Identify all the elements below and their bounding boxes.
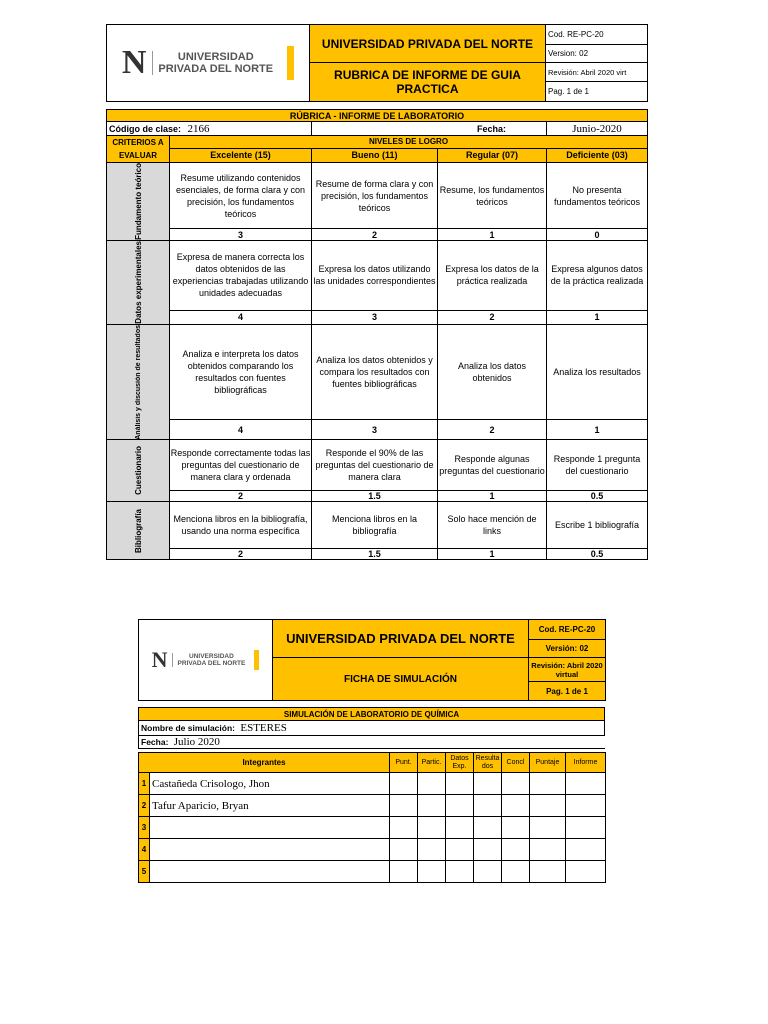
doc-code: Cod. RE-PC-20	[546, 25, 648, 45]
simulation-info-table	[138, 707, 605, 749]
grade-cell	[474, 773, 502, 795]
logo-wordmark: UNIVERSIDAD PRIVADA DEL NORTE	[172, 653, 246, 667]
criterion-label: Cuestionario	[133, 446, 143, 496]
grade-cell	[418, 795, 446, 817]
criterion-cell	[107, 163, 170, 241]
descriptor-cell: Responde algunas preguntas del cuestionario	[438, 440, 547, 491]
score-cell: 3	[312, 310, 438, 324]
doc-page: Pag. 1 de 1	[546, 82, 648, 102]
descriptor-cell: Responde 1 pregunta del cuestionario	[547, 440, 648, 491]
descriptor-cell: Analiza e interpreta los datos obtenidos comparando los resultados con fuentes bibliográficas	[170, 324, 312, 420]
member-name: Tafur Aparicio, Bryan	[150, 795, 390, 817]
descriptor-cell: Analiza los datos obtenidos	[438, 324, 547, 420]
date-value: Junio-2020	[547, 122, 648, 136]
score-row	[107, 491, 648, 502]
grade-cell	[502, 817, 530, 839]
col-integrantes: Integrantes	[139, 753, 390, 773]
rubric-row	[107, 440, 648, 491]
member-name	[150, 861, 390, 883]
descriptor-cell: Expresa algunos datos de la práctica realizada	[547, 240, 648, 310]
grade-cell	[566, 795, 606, 817]
grade-cell	[502, 839, 530, 861]
simulation-title: SIMULACIÓN DE LABORATORIO DE QUÍMICA	[139, 708, 605, 721]
logo-accent-bar	[254, 650, 259, 670]
descriptor-cell: Menciona libros en la bibliografía	[312, 502, 438, 549]
university-name: UNIVERSIDAD PRIVADA DEL NORTE	[273, 620, 529, 658]
member-row	[139, 817, 606, 839]
member-number: 4	[139, 839, 150, 861]
descriptor-cell: Analiza los resultados	[547, 324, 648, 420]
doc-revision: Revisión: Abril 2020 virtual	[529, 658, 606, 682]
score-cell: 1	[547, 310, 648, 324]
university-logo	[107, 25, 310, 102]
descriptor-cell: Responde el 90% de las preguntas del cuestionario de manera clara	[312, 440, 438, 491]
logo-wordmark: UNIVERSIDAD PRIVADA DEL NORTE	[152, 51, 273, 75]
member-number: 2	[139, 795, 150, 817]
simulation-document	[138, 619, 605, 883]
class-code-label: Código de clase:	[109, 123, 182, 134]
descriptor-cell: Expresa los datos de la práctica realizada	[438, 240, 547, 310]
criterion-label: Bibliografía	[133, 508, 143, 553]
grade-cell	[390, 773, 418, 795]
grade-cell	[502, 861, 530, 883]
grade-cell	[474, 795, 502, 817]
score-cell: 4	[170, 310, 312, 324]
logo-accent-bar	[287, 46, 294, 80]
grade-cell	[566, 861, 606, 883]
member-number: 1	[139, 773, 150, 795]
member-row	[139, 861, 606, 883]
grade-cell	[566, 773, 606, 795]
score-cell: 1	[438, 549, 547, 560]
levels-header: NIVELES DE LOGRO	[170, 136, 648, 149]
criterion-label: Datos experimentales	[133, 240, 143, 324]
score-cell: 1.5	[312, 491, 438, 502]
level-deficient: Deficiente (03)	[547, 148, 648, 162]
score-cell: 2	[312, 229, 438, 241]
simulation-date-value: Julio 2020	[173, 736, 220, 748]
score-cell: 0	[547, 229, 648, 241]
simulation-name-value: ESTERES	[240, 722, 287, 734]
doc-code: Cod. RE-PC-20	[529, 620, 606, 640]
score-cell: 2	[438, 310, 547, 324]
grade-cell	[502, 773, 530, 795]
rubric-title: RÚBRICA - INFORME DE LABORATORIO	[107, 110, 648, 122]
doc-version: Versión: 02	[529, 640, 606, 658]
level-excellent: Excelente (15)	[170, 148, 312, 162]
members-header-row	[139, 753, 606, 773]
doc-revision: Revisión: Abril 2020 virt	[546, 63, 648, 82]
score-cell: 0.5	[547, 549, 648, 560]
doc-page: Pag. 1 de 1	[529, 682, 606, 701]
criterion-cell	[107, 440, 170, 502]
date-label: Fecha:	[312, 122, 547, 136]
class-code-value: 2166	[187, 122, 210, 135]
descriptor-cell: Analiza los datos obtenidos y compara los resultados con fuentes bibliográficas	[312, 324, 438, 420]
class-code-row	[107, 122, 312, 136]
col-punt: Punt.	[390, 753, 418, 773]
grade-cell	[502, 795, 530, 817]
grade-cell	[566, 839, 606, 861]
score-cell: 1	[438, 491, 547, 502]
grade-cell	[446, 795, 474, 817]
member-row	[139, 795, 606, 817]
grade-cell	[418, 773, 446, 795]
university-name: UNIVERSIDAD PRIVADA DEL NORTE	[310, 25, 546, 63]
score-cell: 2	[438, 420, 547, 440]
descriptor-cell: Expresa los datos utilizando las unidades correspondientes	[312, 240, 438, 310]
doc-title: RUBRICA DE INFORME DE GUIA PRACTICA	[310, 63, 546, 102]
rubric-table	[106, 109, 648, 560]
simulation-date-row	[139, 736, 605, 749]
rubric-row	[107, 240, 648, 310]
score-cell: 4	[170, 420, 312, 440]
grade-cell	[446, 839, 474, 861]
grade-cell	[474, 839, 502, 861]
score-cell: 3	[170, 229, 312, 241]
member-number: 5	[139, 861, 150, 883]
grade-cell	[530, 795, 566, 817]
score-cell: 2	[170, 549, 312, 560]
member-name: Castañeda Crisologo, Jhon	[150, 773, 390, 795]
doc-version: Version: 02	[546, 45, 648, 63]
grade-cell	[530, 773, 566, 795]
score-cell: 2	[170, 491, 312, 502]
descriptor-cell: Menciona libros en la bibliografía, usando una norma específica	[170, 502, 312, 549]
grade-cell	[446, 861, 474, 883]
simulation-name-row	[139, 721, 605, 736]
grade-cell	[446, 817, 474, 839]
logo-mark: N	[121, 44, 147, 81]
criterion-cell	[107, 324, 170, 440]
member-row	[139, 773, 606, 795]
members-table	[138, 752, 606, 883]
col-concl: Concl	[502, 753, 530, 773]
descriptor-cell: Resume de forma clara y con precisión, los fundamentos teóricos	[312, 163, 438, 229]
criteria-header: CRITERIOS A EVALUAR	[107, 136, 170, 163]
score-cell: 1	[438, 229, 547, 241]
criterion-cell	[107, 502, 170, 560]
member-row	[139, 839, 606, 861]
descriptor-cell: Responde correctamente todas las preguntas del cuestionario de manera clara y ordenada	[170, 440, 312, 491]
score-row	[107, 229, 648, 241]
grade-cell	[418, 861, 446, 883]
grade-cell	[390, 839, 418, 861]
grade-cell	[530, 817, 566, 839]
score-row	[107, 310, 648, 324]
descriptor-cell: Escribe 1 bibliografía	[547, 502, 648, 549]
col-partic: Partic.	[418, 753, 446, 773]
simulation-date-label: Fecha:	[141, 737, 169, 747]
grade-cell	[390, 817, 418, 839]
grade-cell	[390, 795, 418, 817]
grade-cell	[474, 817, 502, 839]
rubric-header-table	[106, 24, 648, 102]
score-cell: 3	[312, 420, 438, 440]
descriptor-cell: Expresa de manera correcta los datos obtenidos de las experiencias trabajadas utilizando unidades adecuadas	[170, 240, 312, 310]
member-name	[150, 839, 390, 861]
score-cell: 1	[547, 420, 648, 440]
score-row	[107, 549, 648, 560]
logo-mark: N	[151, 647, 168, 672]
col-resultados: Resultados	[474, 753, 502, 773]
grade-cell	[566, 817, 606, 839]
grade-cell	[474, 861, 502, 883]
simulation-header-table	[138, 619, 606, 701]
simulation-name-label: Nombre de simulación:	[141, 723, 235, 733]
grade-cell	[418, 817, 446, 839]
grade-cell	[390, 861, 418, 883]
col-puntaje: Puntaje	[530, 753, 566, 773]
member-name	[150, 817, 390, 839]
score-cell: 0.5	[547, 491, 648, 502]
grade-cell	[446, 773, 474, 795]
university-logo	[139, 620, 273, 701]
col-informe: Informe	[566, 753, 606, 773]
col-datos-exp: Datos Exp.	[446, 753, 474, 773]
rubric-row	[107, 163, 648, 229]
score-cell: 1.5	[312, 549, 438, 560]
grade-cell	[530, 861, 566, 883]
score-row	[107, 420, 648, 440]
rubric-row	[107, 324, 648, 420]
level-good: Bueno (11)	[312, 148, 438, 162]
rubric-row	[107, 502, 648, 549]
descriptor-cell: Resume, los fundamentos teóricos	[438, 163, 547, 229]
criterion-cell	[107, 240, 170, 324]
criterion-label: Análisis y discusión de resultados	[134, 324, 142, 440]
grade-cell	[418, 839, 446, 861]
grade-cell	[530, 839, 566, 861]
descriptor-cell: Resume utilizando contenidos esenciales, de forma clara y con precisión, los fundamentos teóricos	[170, 163, 312, 229]
level-regular: Regular (07)	[438, 148, 547, 162]
criterion-label: Fundamento teórico	[133, 163, 143, 240]
descriptor-cell: Solo hace mención de links	[438, 502, 547, 549]
member-number: 3	[139, 817, 150, 839]
descriptor-cell: No presenta fundamentos teóricos	[547, 163, 648, 229]
rubric-document	[106, 24, 647, 560]
doc-title: FICHA DE SIMULACIÓN	[273, 658, 529, 701]
